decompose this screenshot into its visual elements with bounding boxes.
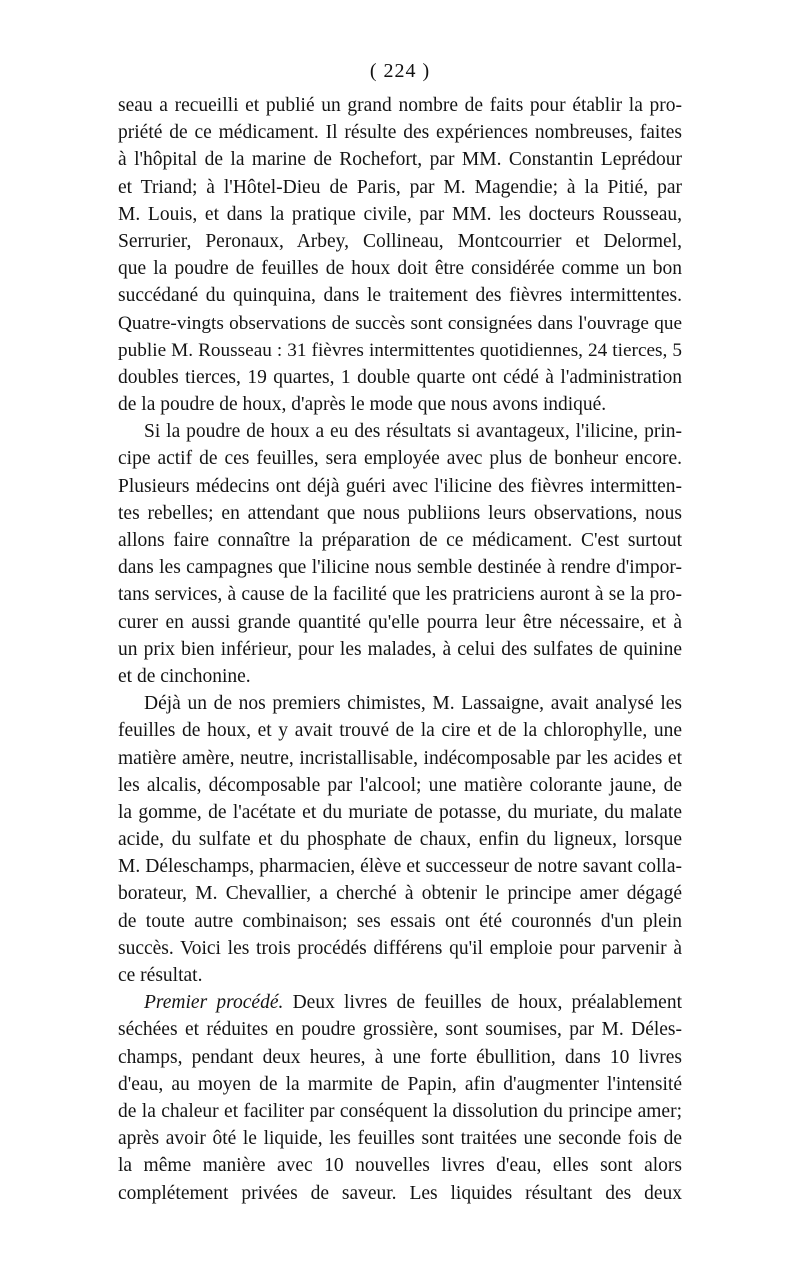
text-line: séchées et réduites en poudre grossière, sont soumises, par M. Déles- (118, 1019, 682, 1041)
text-line: ce résultat. (118, 965, 203, 986)
text-line: borateur, M. Chevallier, a cherché à obtenir le principe amer dégagé (118, 883, 682, 905)
text-line: publie M. Rousseau : 31 fièvres intermittentes quotidiennes, 24 tierces, 5 (118, 339, 682, 361)
text-line: de la poudre de houx, d'après le mode que nous avons indiqué. (118, 394, 607, 416)
text-line: matière amère, neutre, incristallisable, indécomposable par les acides et (118, 747, 682, 769)
text-line: Déjà un de nos premiers chimistes, M. Lassaigne, avait analysé les (144, 693, 682, 715)
text-line: la même manière avec 10 nouvelles livres d'eau, elles sont alors (118, 1155, 682, 1177)
text-line: M. Déleschamps, pharmacien, élève et successeur de notre savant colla- (118, 856, 682, 878)
text-line: que la poudre de feuilles de houx doit être considérée comme un bon (118, 258, 682, 280)
text-line: feuilles de houx, et y avait trouvé de la cire et de la chlorophylle, une (118, 720, 682, 742)
text-line: tes rebelles; en attendant que nous publiions leurs observations, nous (118, 502, 682, 524)
section-heading-inline: Premier procédé. (144, 992, 284, 1014)
text-line: dans les campagnes que l'ilicine nous semble destinée à rendre d'impor- (118, 557, 682, 579)
page-number: ( 224 ) (369, 60, 431, 82)
text-line: un prix bien inférieur, pour les malades, à celui des sulfates de quinine (118, 638, 682, 660)
text-line: Si la poudre de houx a eu des résultats si avantageux, l'ilicine, prin- (144, 421, 682, 443)
text-line-content: Deux livres de feuilles de houx, préalablement (292, 992, 682, 1014)
text-line: seau a recueilli et publié un grand nombre de faits pour établir la pro- (118, 95, 682, 116)
text-line: doubles tierces, 19 quartes, 1 double quarte ont cédé à l'administration (118, 366, 682, 388)
text-line: la gomme, de l'acétate et du muriate de potasse, du muriate, du malate (118, 801, 682, 823)
text-line: allons faire connaître la préparation de ce médicament. C'est surtout (118, 530, 682, 551)
text-line: cipe actif de ces feuilles, sera employée avec plus de bonheur encore. (118, 448, 682, 470)
body-text (118, 92, 682, 1207)
text-line: et de cinchonine. (118, 665, 251, 687)
text-line: Plusieurs médecins ont déjà guéri avec l'ilicine des fièvres intermitten- (118, 475, 682, 497)
text-line: de toute autre combinaison; ses essais ont été couronnés d'un plein (118, 910, 682, 932)
text-line: Serrurier, Peronaux, Arbey, Collineau, Montcourrier et Delormel, (118, 230, 682, 252)
text-line: priété de ce médicament. Il résulte des expériences nombreuses, faites (118, 122, 682, 144)
text-line: curer en aussi grande quantité qu'elle pourra leur être nécessaire, et à (118, 611, 682, 633)
text-line: de la chaleur et faciliter par conséquent la dissolution du principe amer; (118, 1100, 682, 1122)
text-line: M. Louis, et dans la pratique civile, par MM. les docteurs Rousseau, (118, 203, 682, 225)
text-line: complétement privées de saveur. Les liquides résultant des deux (118, 1182, 682, 1204)
text-line (118, 989, 682, 1016)
text-line: champs, pendant deux heures, à une forte ébullition, dans 10 livres (118, 1046, 682, 1068)
text-line: succès. Voici les trois procédés différens qu'il emploie pour parvenir à (118, 937, 682, 959)
text-line: et Triand; à l'Hôtel-Dieu de Paris, par M. Magendie; à la Pitié, par (118, 176, 682, 198)
text-line: tans services, à cause de la facilité que les pratriciens auront à se la pro- (118, 584, 682, 606)
text-line: d'eau, au moyen de la marmite de Papin, afin d'augmenter l'intensité (118, 1073, 682, 1095)
text-line: après avoir ôté le liquide, les feuilles sont traitées une seconde fois de (118, 1128, 682, 1150)
text-line: à l'hôpital de la marine de Rochefort, par MM. Constantin Leprédour (118, 149, 682, 171)
text-line: les alcalis, décomposable par l'alcool; une matière colorante jaune, de (118, 774, 682, 796)
text-line: Quatre-vingts observations de succès sont consignées dans l'ouvrage que (118, 312, 682, 334)
text-line: succédané du quinquina, dans le traitement des fièvres intermittentes. (118, 285, 682, 307)
text-line: acide, du sulfate et du phosphate de chaux, enfin du ligneux, lorsque (118, 829, 682, 851)
